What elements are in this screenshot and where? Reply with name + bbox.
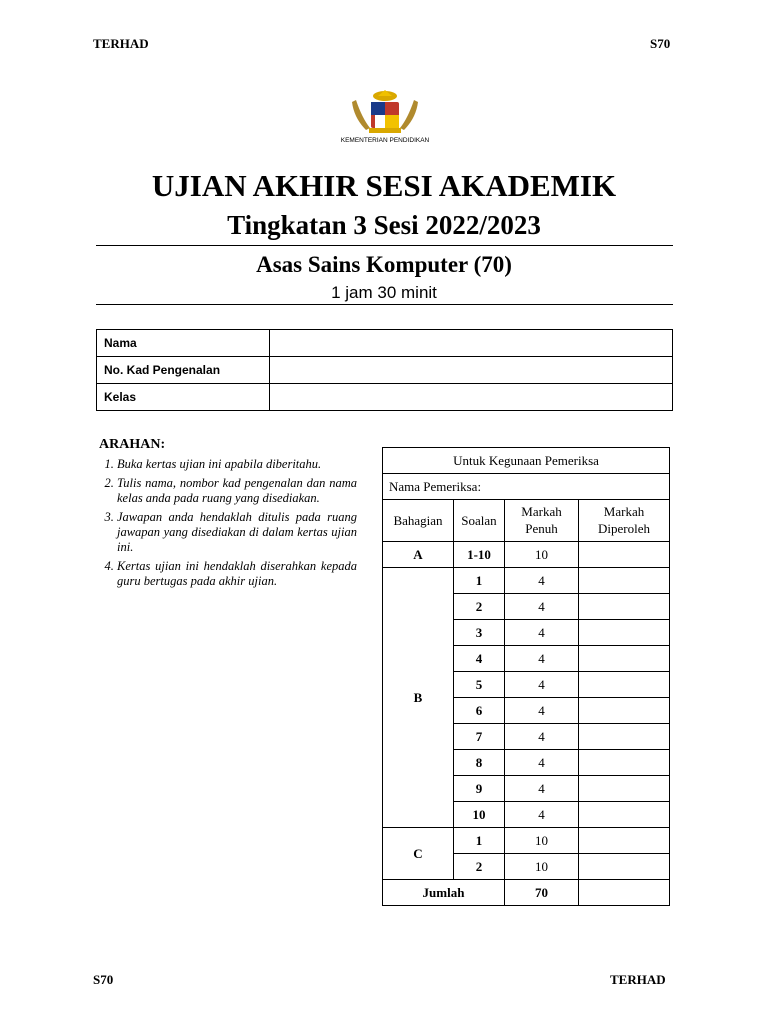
question-number: 2 (454, 594, 505, 620)
subject-title: Asas Sains Komputer (70) (256, 252, 512, 277)
footer-left: S70 (93, 972, 114, 987)
marks-table-heading: Untuk Kegunaan Pemeriksa (383, 448, 670, 474)
examiner-marks-table (382, 447, 670, 906)
obtained-marks-cell[interactable] (579, 568, 670, 594)
obtained-marks-cell[interactable] (579, 542, 670, 568)
obtained-marks-cell[interactable] (579, 646, 670, 672)
name-label: Nama (97, 330, 270, 357)
question-number: 8 (454, 750, 505, 776)
coat-of-arms-icon (342, 88, 428, 148)
instructions (99, 437, 357, 593)
col-full-marks-line1: Markah (521, 504, 562, 520)
obtained-marks-cell[interactable] (579, 594, 670, 620)
section-label: C (383, 828, 454, 880)
divider (96, 304, 673, 305)
col-question: Soalan (454, 500, 505, 542)
examiner-name-field[interactable]: Nama Pemeriksa: (383, 474, 670, 500)
question-number: 1 (454, 828, 505, 854)
col-section: Bahagian (383, 500, 454, 542)
full-marks: 4 (505, 698, 579, 724)
full-marks: 4 (505, 672, 579, 698)
obtained-marks-cell[interactable] (579, 854, 670, 880)
section-label: B (383, 568, 454, 828)
col-obtained-line1: Markah (603, 504, 645, 520)
question-number: 1-10 (454, 542, 505, 568)
question-number: 3 (454, 620, 505, 646)
col-obtained-marks (579, 500, 670, 542)
instruction-item: 1. Buka kertas ujian ini apabila diberitahu. (117, 457, 357, 472)
section-label: A (383, 542, 454, 568)
full-marks: 10 (505, 828, 579, 854)
ic-label: No. Kad Pengenalan (97, 357, 270, 384)
full-marks: 4 (505, 802, 579, 828)
instruction-item: 3. Jawapan anda hendaklah ditulis pada ruang jawapan yang disediakan di dalam kertas ujian ini. (117, 510, 357, 555)
col-full-marks (505, 500, 579, 542)
divider (96, 245, 673, 246)
logo-caption: KEMENTERIAN PENDIDIKAN (340, 137, 430, 144)
page-title: UJIAN AKHIR SESI AKADEMIK (151, 168, 617, 203)
question-number: 2 (454, 854, 505, 880)
class-field[interactable] (270, 384, 673, 411)
full-marks: 4 (505, 568, 579, 594)
ic-field[interactable] (270, 357, 673, 384)
instruction-item: 2. Tulis nama, nombor kad pengenalan dan nama kelas anda pada ruang yang disediakan. (117, 476, 357, 506)
question-number: 5 (454, 672, 505, 698)
instructions-title: ARAHAN: (99, 437, 166, 452)
total-obtained-cell[interactable] (579, 880, 670, 906)
full-marks: 4 (505, 646, 579, 672)
question-number: 9 (454, 776, 505, 802)
instruction-item: 4. Kertas ujian ini hendaklah diserahkan kepada guru bertugas pada akhir ujian. (117, 559, 357, 589)
full-marks: 10 (505, 854, 579, 880)
full-marks: 4 (505, 750, 579, 776)
full-marks: 4 (505, 594, 579, 620)
question-number: 1 (454, 568, 505, 594)
duration: 1 jam 30 minit (331, 283, 437, 302)
obtained-marks-cell[interactable] (579, 802, 670, 828)
full-marks: 4 (505, 724, 579, 750)
class-label: Kelas (97, 384, 270, 411)
question-number: 6 (454, 698, 505, 724)
obtained-marks-cell[interactable] (579, 620, 670, 646)
total-marks: 70 (505, 880, 579, 906)
full-marks: 4 (505, 776, 579, 802)
obtained-marks-cell[interactable] (579, 724, 670, 750)
question-number: 10 (454, 802, 505, 828)
header-right: S70 (650, 36, 671, 51)
obtained-marks-cell[interactable] (579, 698, 670, 724)
obtained-marks-cell[interactable] (579, 828, 670, 854)
page-subtitle: Tingkatan 3 Sesi 2022/2023 (227, 210, 541, 240)
student-info-table (96, 329, 673, 411)
col-full-marks-line2: Penuh (525, 520, 558, 536)
question-number: 7 (454, 724, 505, 750)
obtained-marks-cell[interactable] (579, 672, 670, 698)
question-number: 4 (454, 646, 505, 672)
obtained-marks-cell[interactable] (579, 776, 670, 802)
full-marks: 4 (505, 620, 579, 646)
header-left: TERHAD (93, 36, 149, 51)
name-field[interactable] (270, 330, 673, 357)
full-marks: 10 (505, 542, 579, 568)
obtained-marks-cell[interactable] (579, 750, 670, 776)
col-obtained-line2: Diperoleh (598, 520, 650, 536)
total-label: Jumlah (383, 880, 505, 906)
footer-right: TERHAD (610, 972, 666, 987)
